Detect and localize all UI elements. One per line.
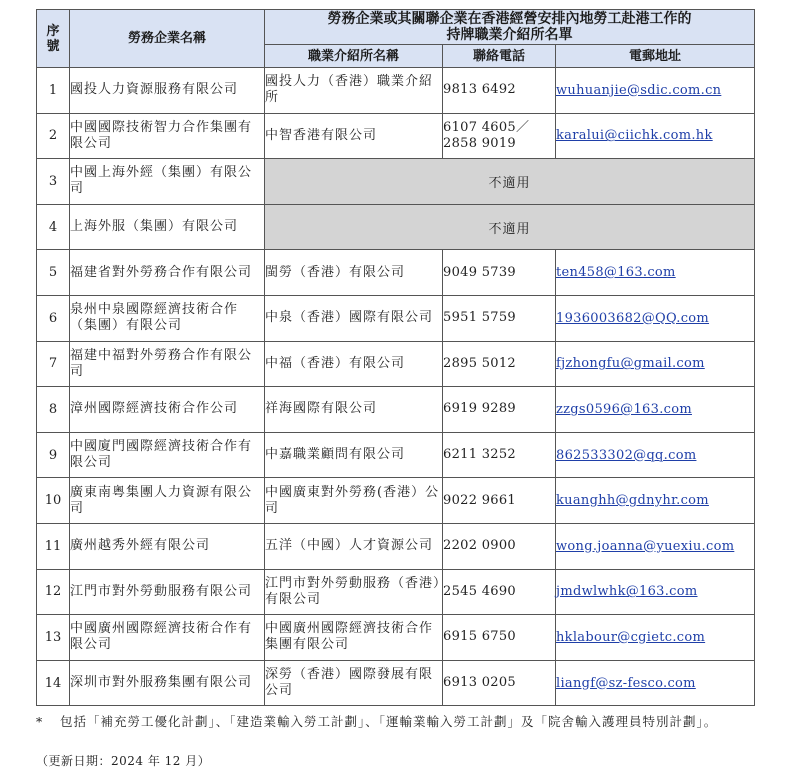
- phone-number: 6919 9289: [443, 387, 556, 433]
- header-licensed-agencies: 勞務企業或其關聯企業在香港經營安排內地勞工赴港工作的 持牌職業介紹所名單: [265, 10, 755, 45]
- phone-number: 9049 5739: [443, 250, 556, 296]
- company-name: 中國上海外經（集團）有限公司: [70, 159, 265, 205]
- email-link[interactable]: jmdwlwhk@163.com: [556, 584, 698, 600]
- table-body: [37, 68, 755, 706]
- row-number: 3: [37, 159, 70, 205]
- header-company-name: 勞務企業名稱: [70, 10, 265, 68]
- table-row: [37, 204, 755, 250]
- email-cell: [556, 569, 755, 615]
- email-link[interactable]: 1936003682@QQ.com: [556, 310, 710, 326]
- header-email: 電郵地址: [556, 45, 755, 68]
- phone-number: 6915 6750: [443, 615, 556, 661]
- agency-name: 中國廣州國際經濟技術合作集團有限公司: [265, 615, 443, 661]
- header-phone: 聯絡電話: [443, 45, 556, 68]
- row-number: 7: [37, 341, 70, 387]
- table-row: [37, 250, 755, 296]
- company-name: 漳州國際經濟技術合作公司: [70, 387, 265, 433]
- row-number: 9: [37, 432, 70, 478]
- agency-name: 祥海國際有限公司: [265, 387, 443, 433]
- phone-number: 9022 9661: [443, 478, 556, 524]
- email-cell: [556, 113, 755, 159]
- agency-name: 中泉（香港）國際有限公司: [265, 295, 443, 341]
- email-cell: [556, 68, 755, 114]
- agency-name: 中智香港有限公司: [265, 113, 443, 159]
- email-link[interactable]: wong.joanna@yuexiu.com: [556, 538, 735, 554]
- agency-name: 江門市對外勞動服務（香港）有限公司: [265, 569, 443, 615]
- email-cell: [556, 295, 755, 341]
- row-number: 8: [37, 387, 70, 433]
- email-cell: [556, 478, 755, 524]
- not-applicable-cell: 不適用: [265, 159, 755, 205]
- table-row: [37, 295, 755, 341]
- email-cell: [556, 432, 755, 478]
- email-link[interactable]: 862533302@qq.com: [556, 447, 697, 463]
- footnote: [36, 713, 756, 730]
- company-name: 中國廣州國際經濟技術合作有限公司: [70, 615, 265, 661]
- update-date: （更新日期：2024 年 12 月）: [36, 754, 211, 768]
- row-number: 1: [37, 68, 70, 114]
- agency-name: 閩勞（香港）有限公司: [265, 250, 443, 296]
- company-name: 泉州中泉國際經濟技術合作（集團）有限公司: [70, 295, 265, 341]
- company-name: 中國廈門國際經濟技術合作有限公司: [70, 432, 265, 478]
- table-row: [37, 615, 755, 661]
- agency-name: 中福（香港）有限公司: [265, 341, 443, 387]
- company-name: 中國國際技術智力合作集團有限公司: [70, 113, 265, 159]
- phone-number: 6913 0205: [443, 660, 556, 706]
- phone-number: 6211 3252: [443, 432, 556, 478]
- agency-table: [36, 9, 755, 706]
- agency-name: 國投人力（香港）職業介紹所: [265, 68, 443, 114]
- phone-number: 2202 0900: [443, 523, 556, 569]
- company-name: 國投人力資源服務有限公司: [70, 68, 265, 114]
- email-link[interactable]: karalui@ciichk.com.hk: [556, 128, 713, 144]
- phone-number: 5951 5759: [443, 295, 556, 341]
- agency-name: 中嘉職業顧問有限公司: [265, 432, 443, 478]
- email-cell: [556, 387, 755, 433]
- row-number: 2: [37, 113, 70, 159]
- phone-number: 6107 4605／ 2858 9019: [443, 113, 556, 159]
- row-number: 13: [37, 615, 70, 661]
- company-name: 江門市對外勞動服務有限公司: [70, 569, 265, 615]
- email-link[interactable]: hklabour@cgietc.com: [556, 629, 706, 645]
- header-agency-name: 職業介紹所名稱: [265, 45, 443, 68]
- company-name: 廣州越秀外經有限公司: [70, 523, 265, 569]
- table-row: [37, 341, 755, 387]
- table-row: [37, 569, 755, 615]
- company-name: 廣東南粵集團人力資源有限公司: [70, 478, 265, 524]
- agency-name: 五洋（中國）人才資源公司: [265, 523, 443, 569]
- agency-name: 深勞（香港）國際發展有限公司: [265, 660, 443, 706]
- email-cell: [556, 615, 755, 661]
- email-link[interactable]: kuanghh@gdnyhr.com: [556, 493, 709, 509]
- company-name: 福建省對外勞務合作有限公司: [70, 250, 265, 296]
- email-link[interactable]: fjzhongfu@gmail.com: [556, 356, 705, 372]
- company-name: 上海外服（集團）有限公司: [70, 204, 265, 250]
- footnote-text: 包括「補充勞工優化計劃」、「建造業輸入勞工計劃」、「運輸業輸入勞工計劃」及「院舍輸入護理員特別計劃」。: [60, 714, 718, 729]
- company-name: 福建中福對外勞務合作有限公司: [70, 341, 265, 387]
- row-number: 10: [37, 478, 70, 524]
- email-cell: [556, 341, 755, 387]
- email-cell: [556, 250, 755, 296]
- row-number: 6: [37, 295, 70, 341]
- header-serial-number: 序 號: [37, 10, 70, 68]
- email-link[interactable]: zzgs0596@163.com: [556, 401, 692, 417]
- agency-name: 中國廣東對外勞務(香港）公司: [265, 478, 443, 524]
- table-row: [37, 478, 755, 524]
- phone-number: 2895 5012: [443, 341, 556, 387]
- table-row: [37, 660, 755, 706]
- table-row: [37, 432, 755, 478]
- table-row: [37, 159, 755, 205]
- row-number: 14: [37, 660, 70, 706]
- table-row: [37, 523, 755, 569]
- footnote-marker: *: [36, 714, 44, 729]
- phone-number: 2545 4690: [443, 569, 556, 615]
- email-link[interactable]: wuhuanjie@sdic.com.cn: [556, 82, 722, 98]
- email-link[interactable]: ten458@163.com: [556, 265, 676, 281]
- email-link[interactable]: liangf@sz-fesco.com: [556, 675, 696, 691]
- company-name: 深圳市對外服務集團有限公司: [70, 660, 265, 706]
- not-applicable-cell: 不適用: [265, 204, 755, 250]
- row-number: 5: [37, 250, 70, 296]
- row-number: 4: [37, 204, 70, 250]
- table-row: [37, 387, 755, 433]
- table-row: [37, 68, 755, 114]
- row-number: 11: [37, 523, 70, 569]
- email-cell: [556, 523, 755, 569]
- phone-number: 9813 6492: [443, 68, 556, 114]
- table-row: [37, 113, 755, 159]
- row-number: 12: [37, 569, 70, 615]
- email-cell: [556, 660, 755, 706]
